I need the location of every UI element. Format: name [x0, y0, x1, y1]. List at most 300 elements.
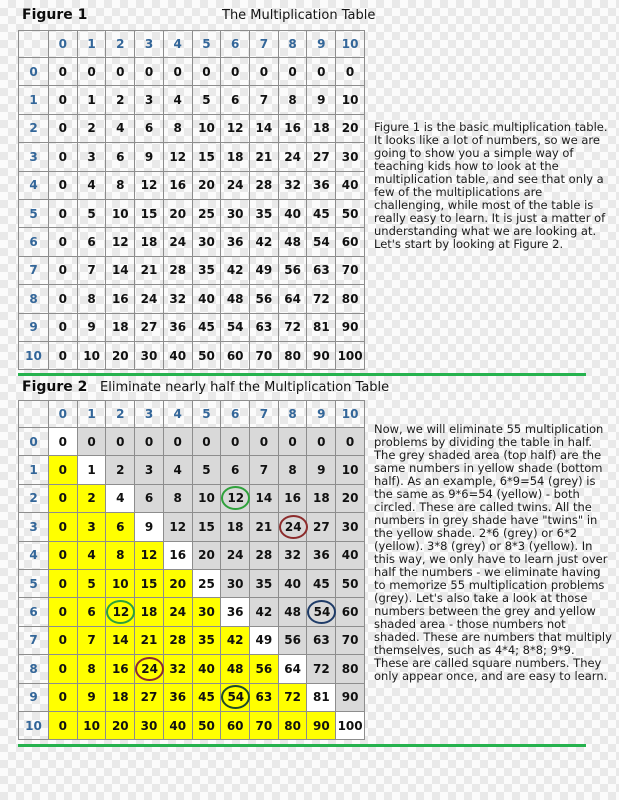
- table-cell: 35: [250, 569, 279, 597]
- row-header: 10: [19, 341, 49, 369]
- table-cell: 0: [49, 143, 78, 171]
- col-header: 9: [307, 31, 336, 58]
- col-header: 8: [278, 401, 307, 428]
- table-cell: 0: [106, 58, 135, 86]
- figure1-description: Figure 1 is the basic multiplication table. It looks like a lot of numbers, so we are going to show you a simple way of teaching kids how to look at the multiplication table, and see that only a few of the multiplications are challenging, while most of the table is really easy to learn. It is just a matter of understanding what we are looking at. Let's start by looking at Figure 2.: [374, 120, 608, 251]
- table-cell: 60: [336, 228, 365, 256]
- table-cell: 2: [106, 86, 135, 114]
- row-header: 10: [19, 711, 49, 739]
- table-cell: 0: [192, 58, 221, 86]
- table-cell: 3: [77, 513, 106, 541]
- table-cell: 14: [106, 256, 135, 284]
- table-cell: 24: [221, 541, 250, 569]
- row-header: 8: [19, 655, 49, 683]
- circled-value: 54: [307, 600, 336, 624]
- figure2-label: Figure 2: [22, 379, 88, 395]
- table-cell: 24: [135, 285, 164, 313]
- corner-cell: [19, 401, 49, 428]
- table-cell: 8: [278, 86, 307, 114]
- table-cell: 12: [163, 143, 192, 171]
- table-cell: 24: [278, 143, 307, 171]
- table-cell: 45: [307, 569, 336, 597]
- table-cell: 4: [77, 171, 106, 199]
- table-cell: 36: [307, 171, 336, 199]
- col-header: 7: [250, 31, 279, 58]
- table-cell: 16: [278, 484, 307, 512]
- table-cell: 30: [192, 228, 221, 256]
- table-cell: 72: [278, 313, 307, 341]
- table-cell: 8: [77, 655, 106, 683]
- table-cell: 1: [77, 456, 106, 484]
- table-cell: 12: [135, 171, 164, 199]
- table-cell: 7: [77, 256, 106, 284]
- table-cell: 6: [135, 114, 164, 142]
- table-cell: 21: [250, 143, 279, 171]
- table-cell: 70: [336, 626, 365, 654]
- row-header: 6: [19, 598, 49, 626]
- table-cell: 0: [49, 513, 78, 541]
- table-cell: [307, 598, 336, 626]
- table-cell: 0: [49, 683, 78, 711]
- table-cell: 0: [49, 626, 78, 654]
- table-row: [19, 171, 365, 199]
- col-header: 2: [106, 401, 135, 428]
- table-cell: 12: [106, 228, 135, 256]
- table-cell: 45: [192, 313, 221, 341]
- table-cell: 0: [49, 171, 78, 199]
- table-cell: 8: [106, 171, 135, 199]
- table-cell: 28: [163, 626, 192, 654]
- table-cell: 40: [336, 541, 365, 569]
- table-cell: 14: [250, 484, 279, 512]
- table-cell: 42: [221, 626, 250, 654]
- table-row: [19, 58, 365, 86]
- table-cell: 24: [163, 228, 192, 256]
- row-header: 5: [19, 569, 49, 597]
- table-row: [19, 626, 365, 654]
- circled-value: 24: [135, 657, 164, 681]
- table-cell: 60: [336, 598, 365, 626]
- row-header: 4: [19, 171, 49, 199]
- table-cell: 0: [49, 598, 78, 626]
- table-cell: 9: [307, 86, 336, 114]
- table-cell: 80: [278, 341, 307, 369]
- row-header: 7: [19, 256, 49, 284]
- table-cell: 80: [336, 285, 365, 313]
- table-cell: 1: [77, 86, 106, 114]
- table-row: [19, 313, 365, 341]
- table-cell: 12: [221, 114, 250, 142]
- col-header: 1: [77, 401, 106, 428]
- col-header: 1: [77, 31, 106, 58]
- circled-value: 24: [279, 515, 308, 539]
- corner-cell: [19, 31, 49, 58]
- table-cell: 50: [336, 199, 365, 227]
- row-header: 4: [19, 541, 49, 569]
- table-cell: [221, 683, 250, 711]
- table-cell: 10: [192, 484, 221, 512]
- table-cell: 0: [192, 428, 221, 456]
- table-cell: 18: [106, 313, 135, 341]
- table-cell: 0: [221, 428, 250, 456]
- table-cell: 36: [163, 683, 192, 711]
- row-header: 8: [19, 285, 49, 313]
- table-cell: 72: [278, 683, 307, 711]
- table-cell: 54: [221, 313, 250, 341]
- table-cell: 20: [163, 199, 192, 227]
- table-cell: 8: [106, 541, 135, 569]
- table-cell: 3: [135, 86, 164, 114]
- table-cell: 18: [307, 484, 336, 512]
- table-cell: 14: [250, 114, 279, 142]
- table-cell: 10: [77, 341, 106, 369]
- table-cell: 72: [307, 285, 336, 313]
- table-cell: 20: [336, 114, 365, 142]
- table-cell: 20: [106, 341, 135, 369]
- table-cell: 18: [221, 143, 250, 171]
- table-cell: 8: [77, 285, 106, 313]
- figure1-label: Figure 1: [22, 7, 88, 23]
- col-header: 6: [221, 31, 250, 58]
- table-cell: 15: [192, 513, 221, 541]
- table-cell: 6: [221, 456, 250, 484]
- table-cell: 4: [163, 456, 192, 484]
- table-cell: 30: [135, 711, 164, 739]
- row-header: 2: [19, 484, 49, 512]
- table-cell: 0: [106, 428, 135, 456]
- table-cell: [278, 513, 307, 541]
- table-cell: 32: [163, 655, 192, 683]
- table-cell: 32: [278, 171, 307, 199]
- table-cell: 0: [77, 58, 106, 86]
- table-cell: 36: [163, 313, 192, 341]
- table-cell: 0: [49, 256, 78, 284]
- table-cell: 0: [49, 484, 78, 512]
- table-cell: 30: [336, 143, 365, 171]
- table-cell: 5: [77, 569, 106, 597]
- table-cell: 15: [135, 199, 164, 227]
- col-header: 4: [163, 401, 192, 428]
- table-row: [19, 569, 365, 597]
- table-cell: 45: [307, 199, 336, 227]
- table-cell: 6: [77, 228, 106, 256]
- table-cell: 42: [250, 598, 279, 626]
- table-row: [19, 598, 365, 626]
- table-cell: 21: [135, 626, 164, 654]
- table-cell: 90: [307, 711, 336, 739]
- table-cell: 35: [192, 256, 221, 284]
- table-cell: 63: [307, 626, 336, 654]
- table-cell: 0: [49, 456, 78, 484]
- table-cell: 0: [49, 228, 78, 256]
- table-cell: 0: [49, 655, 78, 683]
- table-cell: 9: [77, 683, 106, 711]
- table-cell: 50: [192, 711, 221, 739]
- table-cell: 64: [278, 655, 307, 683]
- figure1-title: The Multiplication Table: [222, 8, 376, 23]
- table-row: [19, 143, 365, 171]
- table-cell: 10: [336, 86, 365, 114]
- table-cell: 40: [336, 171, 365, 199]
- table-cell: 30: [221, 569, 250, 597]
- table-cell: 0: [307, 428, 336, 456]
- table-row: [19, 199, 365, 227]
- table-cell: 18: [135, 598, 164, 626]
- table-cell: 0: [336, 428, 365, 456]
- table-cell: 10: [77, 711, 106, 739]
- col-header: 10: [336, 31, 365, 58]
- col-header: 2: [106, 31, 135, 58]
- table-cell: 45: [192, 683, 221, 711]
- table-cell: 0: [250, 428, 279, 456]
- table-cell: 100: [336, 341, 365, 369]
- row-header: 5: [19, 199, 49, 227]
- table-cell: 32: [278, 541, 307, 569]
- table-cell: 24: [163, 598, 192, 626]
- table-cell: 36: [221, 228, 250, 256]
- table-cell: 0: [49, 313, 78, 341]
- separator-line-1: [18, 373, 586, 376]
- table-cell: 12: [163, 513, 192, 541]
- table-cell: 40: [192, 655, 221, 683]
- table-cell: 20: [336, 484, 365, 512]
- table-cell: 30: [135, 341, 164, 369]
- row-header: 6: [19, 228, 49, 256]
- table-cell: 30: [336, 513, 365, 541]
- col-header: 8: [278, 31, 307, 58]
- table-cell: 0: [336, 58, 365, 86]
- table-cell: 4: [106, 114, 135, 142]
- table-cell: [135, 655, 164, 683]
- table-cell: 56: [250, 655, 279, 683]
- table-cell: 0: [135, 428, 164, 456]
- table-cell: 63: [250, 313, 279, 341]
- table-row: [19, 513, 365, 541]
- table-cell: 0: [221, 58, 250, 86]
- table-cell: 9: [135, 513, 164, 541]
- table-cell: 49: [250, 256, 279, 284]
- table-cell: 15: [192, 143, 221, 171]
- table-cell: 10: [106, 199, 135, 227]
- table-cell: 18: [106, 683, 135, 711]
- table-cell: 15: [135, 569, 164, 597]
- table-cell: 70: [336, 256, 365, 284]
- table-cell: 72: [307, 655, 336, 683]
- table-cell: 56: [250, 285, 279, 313]
- table-cell: 9: [307, 456, 336, 484]
- table-cell: 30: [192, 598, 221, 626]
- table-cell: 8: [278, 456, 307, 484]
- table-cell: 0: [49, 428, 78, 456]
- col-header: 7: [250, 401, 279, 428]
- table-cell: 16: [163, 541, 192, 569]
- table-cell: 0: [135, 58, 164, 86]
- col-header: 5: [192, 31, 221, 58]
- table-cell: 100: [336, 711, 365, 739]
- table-cell: 60: [221, 341, 250, 369]
- table-cell: 40: [163, 341, 192, 369]
- table-cell: 54: [307, 228, 336, 256]
- table-cell: 18: [307, 114, 336, 142]
- table-cell: 4: [77, 541, 106, 569]
- table-cell: 7: [250, 456, 279, 484]
- table-cell: 48: [221, 655, 250, 683]
- table-row: [19, 228, 365, 256]
- table-cell: 48: [278, 228, 307, 256]
- col-header: 3: [135, 31, 164, 58]
- table-cell: 18: [221, 513, 250, 541]
- table-row: [19, 285, 365, 313]
- table-cell: 0: [307, 58, 336, 86]
- table-cell: 5: [192, 456, 221, 484]
- table-cell: 70: [250, 341, 279, 369]
- table-cell: 27: [135, 313, 164, 341]
- table-cell: 21: [250, 513, 279, 541]
- table-cell: 90: [336, 683, 365, 711]
- table-cell: 42: [250, 228, 279, 256]
- table-cell: 0: [49, 114, 78, 142]
- col-header: 10: [336, 401, 365, 428]
- table-cell: 40: [163, 711, 192, 739]
- table-cell: 48: [278, 598, 307, 626]
- row-header: 0: [19, 58, 49, 86]
- table-row: [19, 341, 365, 369]
- row-header: 1: [19, 86, 49, 114]
- table-cell: 16: [106, 285, 135, 313]
- table-cell: 0: [278, 428, 307, 456]
- table-row: [19, 683, 365, 711]
- table-cell: 35: [250, 199, 279, 227]
- table-cell: 90: [307, 341, 336, 369]
- table-cell: 6: [221, 86, 250, 114]
- table-cell: 32: [163, 285, 192, 313]
- table-cell: 12: [135, 541, 164, 569]
- circled-value: 12: [106, 600, 135, 624]
- table-cell: 28: [250, 171, 279, 199]
- table-cell: 0: [49, 86, 78, 114]
- row-header: 2: [19, 114, 49, 142]
- table-cell: 0: [49, 569, 78, 597]
- table-row: [19, 711, 365, 739]
- table-cell: 50: [192, 341, 221, 369]
- table-cell: 50: [336, 569, 365, 597]
- table-cell: 0: [77, 428, 106, 456]
- circled-value: 54: [221, 685, 250, 709]
- table-cell: 0: [49, 541, 78, 569]
- table-cell: 6: [77, 598, 106, 626]
- row-header: 3: [19, 143, 49, 171]
- table-cell: 21: [135, 256, 164, 284]
- table-cell: 0: [49, 711, 78, 739]
- table-cell: 10: [106, 569, 135, 597]
- row-header: 9: [19, 313, 49, 341]
- table-cell: 6: [106, 513, 135, 541]
- row-header: 3: [19, 513, 49, 541]
- separator-line-2: [18, 744, 586, 747]
- table-row: [19, 86, 365, 114]
- table-cell: 28: [250, 541, 279, 569]
- table-cell: 40: [278, 199, 307, 227]
- table-cell: 6: [135, 484, 164, 512]
- table-cell: 27: [135, 683, 164, 711]
- col-header: 6: [221, 401, 250, 428]
- table-cell: 0: [163, 428, 192, 456]
- table-cell: 36: [307, 541, 336, 569]
- table-cell: 63: [250, 683, 279, 711]
- table-cell: 24: [221, 171, 250, 199]
- table-cell: 0: [49, 341, 78, 369]
- table-cell: 20: [192, 171, 221, 199]
- table-cell: 25: [192, 569, 221, 597]
- table-cell: 16: [278, 114, 307, 142]
- table-cell: 56: [278, 626, 307, 654]
- table-cell: 40: [192, 285, 221, 313]
- col-header: 0: [49, 401, 78, 428]
- table-cell: 2: [77, 114, 106, 142]
- col-header: 3: [135, 401, 164, 428]
- col-header: 5: [192, 401, 221, 428]
- table-row: [19, 114, 365, 142]
- table-cell: 70: [250, 711, 279, 739]
- table-cell: 9: [77, 313, 106, 341]
- table-cell: 60: [221, 711, 250, 739]
- table-cell: 7: [77, 626, 106, 654]
- table-cell: 10: [192, 114, 221, 142]
- table-cell: 5: [192, 86, 221, 114]
- table-cell: 2: [106, 456, 135, 484]
- table-cell: 7: [250, 86, 279, 114]
- table-cell: [106, 598, 135, 626]
- table-cell: 3: [135, 456, 164, 484]
- table-cell: 6: [106, 143, 135, 171]
- figure2-title: Eliminate nearly half the Multiplication Table: [100, 380, 390, 395]
- col-header: 0: [49, 31, 78, 58]
- table-cell: 27: [307, 513, 336, 541]
- table-cell: 8: [163, 484, 192, 512]
- row-header: 7: [19, 626, 49, 654]
- table-row: [19, 484, 365, 512]
- circled-value: 12: [221, 486, 250, 510]
- table-cell: 27: [307, 143, 336, 171]
- figure2-description: Now, we will eliminate 55 multiplication problems by dividing the table in half. The grey shaded area (top half) are the same numbers in yellow shade (bottom half). As an example, 6*9=54 (grey) is the same as 9*6=54 (yellow) - both circled. These are called twins. All the numbers in grey shade have "twins" in the yellow shade. 2*6 (grey) or 6*2 (yellow). 3*8 (grey) or 8*3 (yellow). In this way, we only have to learn just over half the numbers - we eliminate having to memorize 55 multiplication problems (grey). Let's also take a look at those numbers between the grey and yellow shaded area - those numbers not shaded. These are numbers that multiply themselves, such as 4*4; 8*8; 9*9. These are called square numbers. They only appear once, and are easy to learn.: [374, 422, 612, 683]
- table-row: [19, 541, 365, 569]
- table-cell: 42: [221, 256, 250, 284]
- table-cell: 10: [336, 456, 365, 484]
- table-cell: 14: [106, 626, 135, 654]
- table-cell: 35: [192, 626, 221, 654]
- table-cell: 0: [49, 58, 78, 86]
- table-cell: 0: [278, 58, 307, 86]
- row-header: 1: [19, 456, 49, 484]
- table-row: [19, 456, 365, 484]
- table-cell: 36: [221, 598, 250, 626]
- table-cell: 9: [135, 143, 164, 171]
- table-cell: 64: [278, 285, 307, 313]
- table-cell: 90: [336, 313, 365, 341]
- table-cell: 81: [307, 313, 336, 341]
- table-cell: 80: [278, 711, 307, 739]
- table-cell: 28: [163, 256, 192, 284]
- row-header: 9: [19, 683, 49, 711]
- table-cell: 2: [77, 484, 106, 512]
- col-header: 9: [307, 401, 336, 428]
- table-cell: 20: [192, 541, 221, 569]
- row-header: 0: [19, 428, 49, 456]
- figure2-multiplication-table: [18, 400, 365, 740]
- table-cell: 0: [49, 199, 78, 227]
- table-cell: 30: [221, 199, 250, 227]
- table-cell: 16: [163, 171, 192, 199]
